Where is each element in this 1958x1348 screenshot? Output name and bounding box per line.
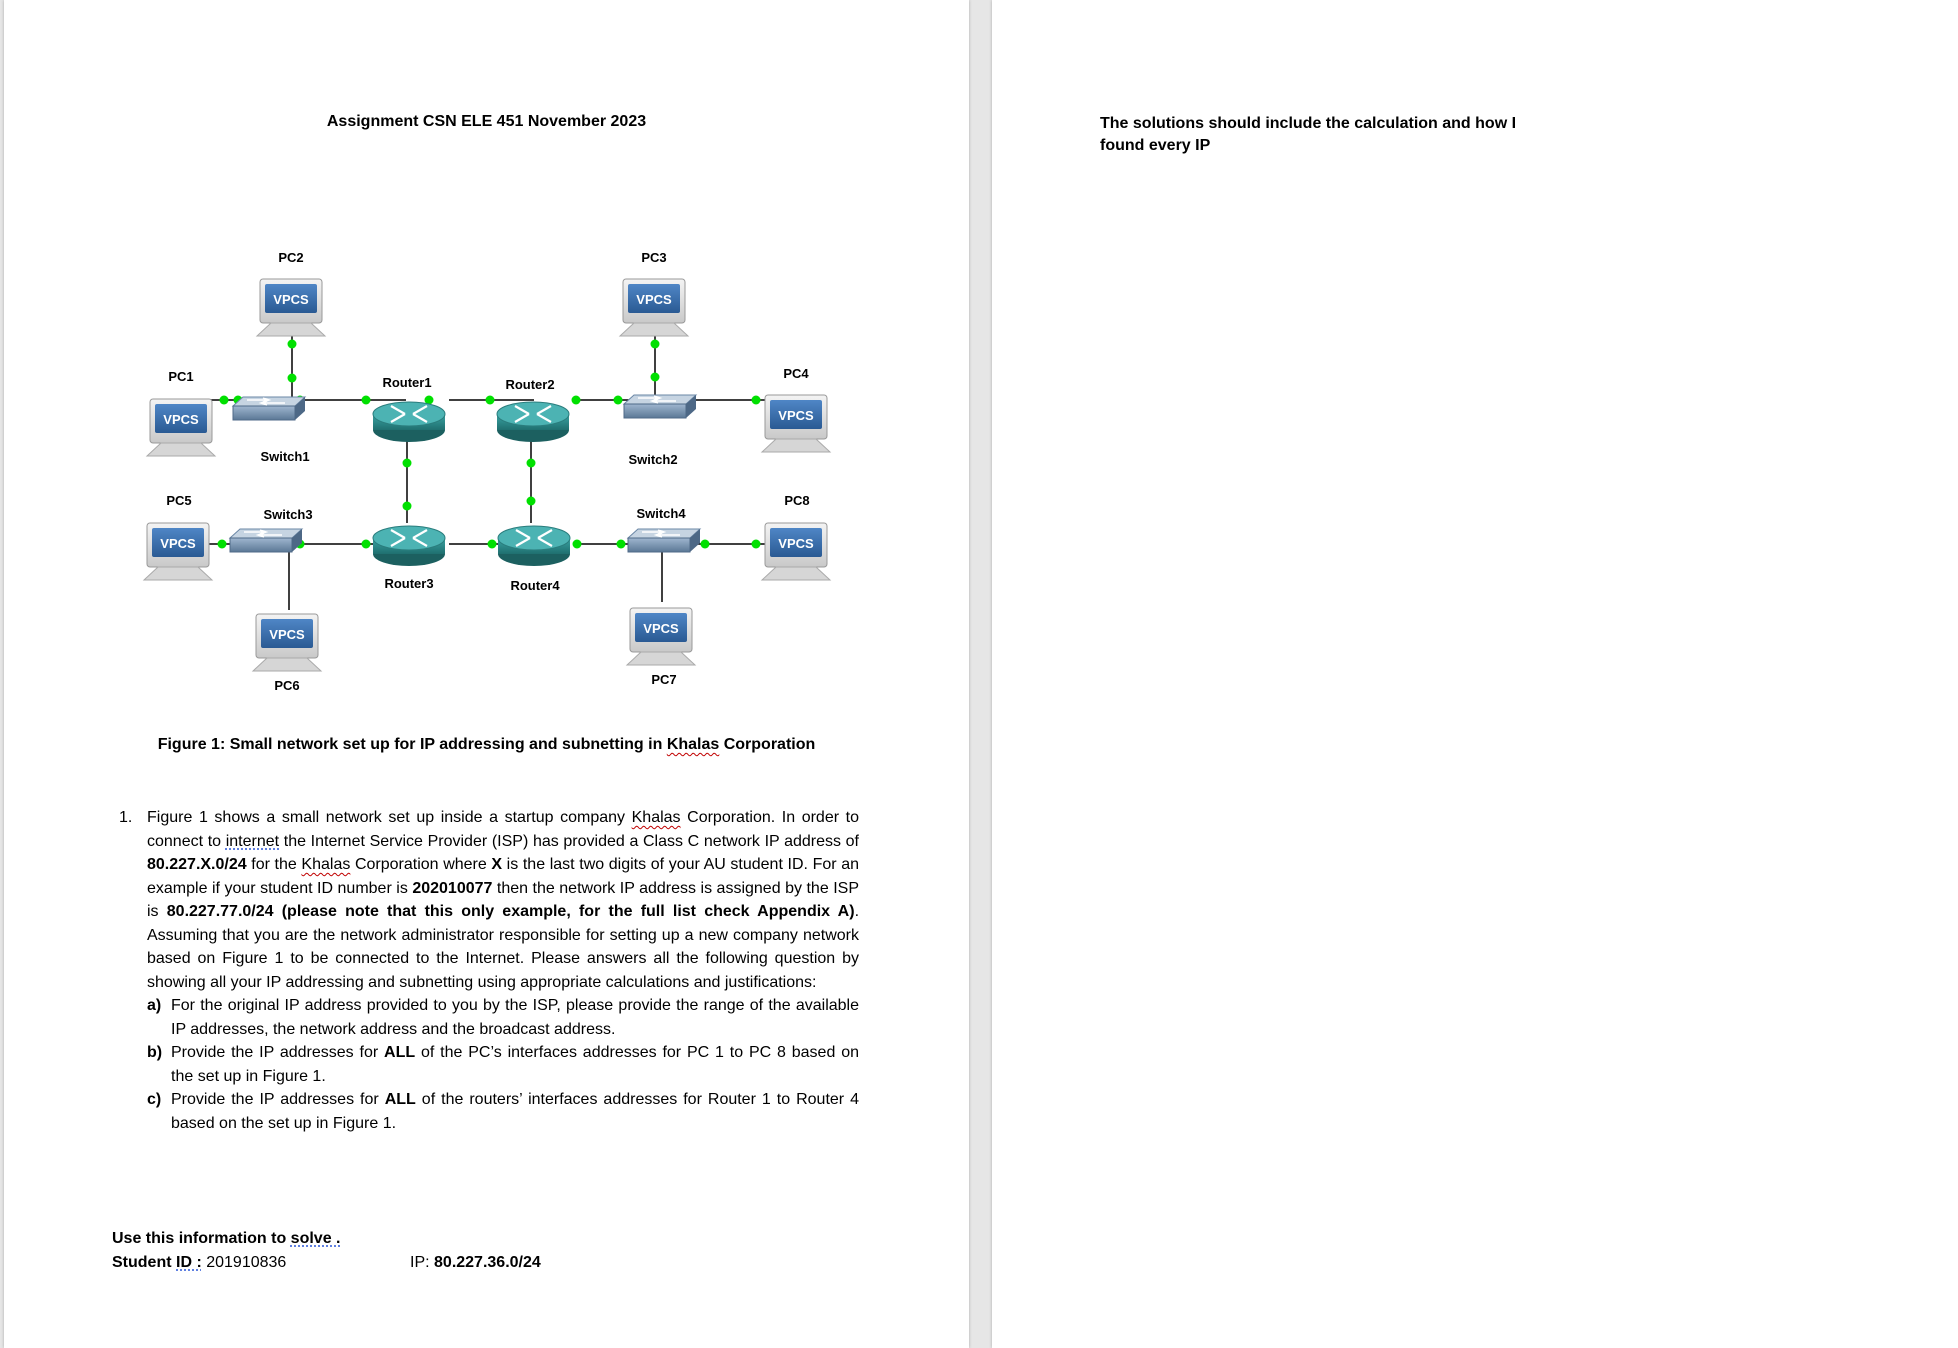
pc7-label: PC7	[651, 672, 677, 687]
question-number: 1.	[119, 809, 133, 826]
pc4-label: PC4	[783, 366, 809, 381]
question-1	[119, 806, 859, 1135]
pc8-label: PC8	[784, 493, 810, 508]
router3-label: Router3	[384, 576, 434, 591]
network-diagram	[134, 240, 844, 700]
question-1a: a) For the original IP address provided to you by the ISP, please provide the range of the available IP addresses, the network address and the broadcast address.	[147, 997, 859, 1038]
router1-label: Router1	[382, 375, 432, 390]
switch2-label: Switch2	[628, 452, 678, 467]
pc8-badge: VPCS	[778, 536, 814, 551]
switch4	[628, 529, 700, 552]
question-1b: b) Provide the IP addresses for ALL of the PC’s interfaces addresses for PC 1 to PC 8 based on the set up in Figure 1.	[147, 1044, 859, 1085]
pc1-badge: VPCS	[163, 412, 199, 427]
pc1-label: PC1	[168, 369, 194, 384]
pc2-computer	[257, 279, 325, 336]
switch1	[233, 397, 305, 420]
question-1c: c) Provide the IP addresses for ALL of the routers’ interfaces addresses for Router 1 to Router 4 based on the set up in Figure 1.	[147, 1091, 859, 1132]
pc3-computer	[620, 279, 688, 336]
switch1-label: Switch1	[260, 449, 310, 464]
router4	[498, 526, 570, 566]
document-page-1	[4, 0, 969, 1348]
router3	[373, 526, 445, 566]
pc4-computer	[762, 395, 830, 452]
assigned-ip: IP: 80.227.36.0/24	[410, 1254, 541, 1271]
pc6-label: PC6	[274, 678, 300, 693]
switch3-label: Switch3	[263, 507, 313, 522]
switch2	[624, 395, 696, 418]
document-title: Assignment CSN ELE 451 November 2023	[326, 113, 647, 130]
switch4-label: Switch4	[636, 506, 686, 521]
network-links	[162, 335, 774, 610]
solution-note: The solutions should include the calculation and how I found every IP	[1100, 115, 1517, 154]
pc8-computer	[762, 523, 830, 580]
info-instruction: Use this information to solve .	[112, 1230, 341, 1247]
caption-company-name: Khalas	[666, 736, 720, 753]
figure-caption: Figure 1: Small network set up for IP addressing and subnetting in Khalas Corporation	[157, 736, 816, 753]
pc7-computer	[627, 608, 695, 665]
pc3-badge: VPCS	[636, 292, 672, 307]
pc5-badge: VPCS	[160, 536, 196, 551]
pc6-computer	[253, 614, 321, 671]
pc2-label: PC2	[278, 250, 304, 265]
student-id: Student ID : 201910836	[112, 1254, 287, 1271]
pc3-label: PC3	[641, 250, 667, 265]
switch3	[230, 529, 302, 552]
router1	[373, 402, 445, 442]
pc2-badge: VPCS	[273, 292, 309, 307]
router2-label: Router2	[505, 377, 555, 392]
pc7-badge: VPCS	[643, 621, 679, 636]
pc4-badge: VPCS	[778, 408, 814, 423]
router2	[497, 402, 569, 442]
solve-link: solve .	[290, 1230, 341, 1247]
pc1-computer	[147, 399, 215, 456]
document-page-2	[992, 0, 1958, 1348]
pc6-badge: VPCS	[269, 627, 305, 642]
question-1-text: Figure 1 shows a small network set up inside a startup company Khalas Corporation. In order to connect to internet the Internet Service Provider (ISP) has provided a Class C network IP address of 80.227.X.0/24 for the Khalas Corporation where X is the last two digits of your AU student ID. For an example if your student ID number is 202010077 then the network IP address is assigned by the ISP is 80.227.77.0/24 (please note that this only example, for the full list check Appendix A). Assuming that you are the network administrator responsible for setting up a new company network based on Figure 1 to be connected to the Internet. Please answers all the following question by showing all your IP addressing and subnetting using appropriate calculations and justifications:	[147, 809, 860, 991]
pc5-computer	[144, 523, 212, 580]
pc5-label: PC5	[166, 493, 192, 508]
router4-label: Router4	[510, 578, 560, 593]
